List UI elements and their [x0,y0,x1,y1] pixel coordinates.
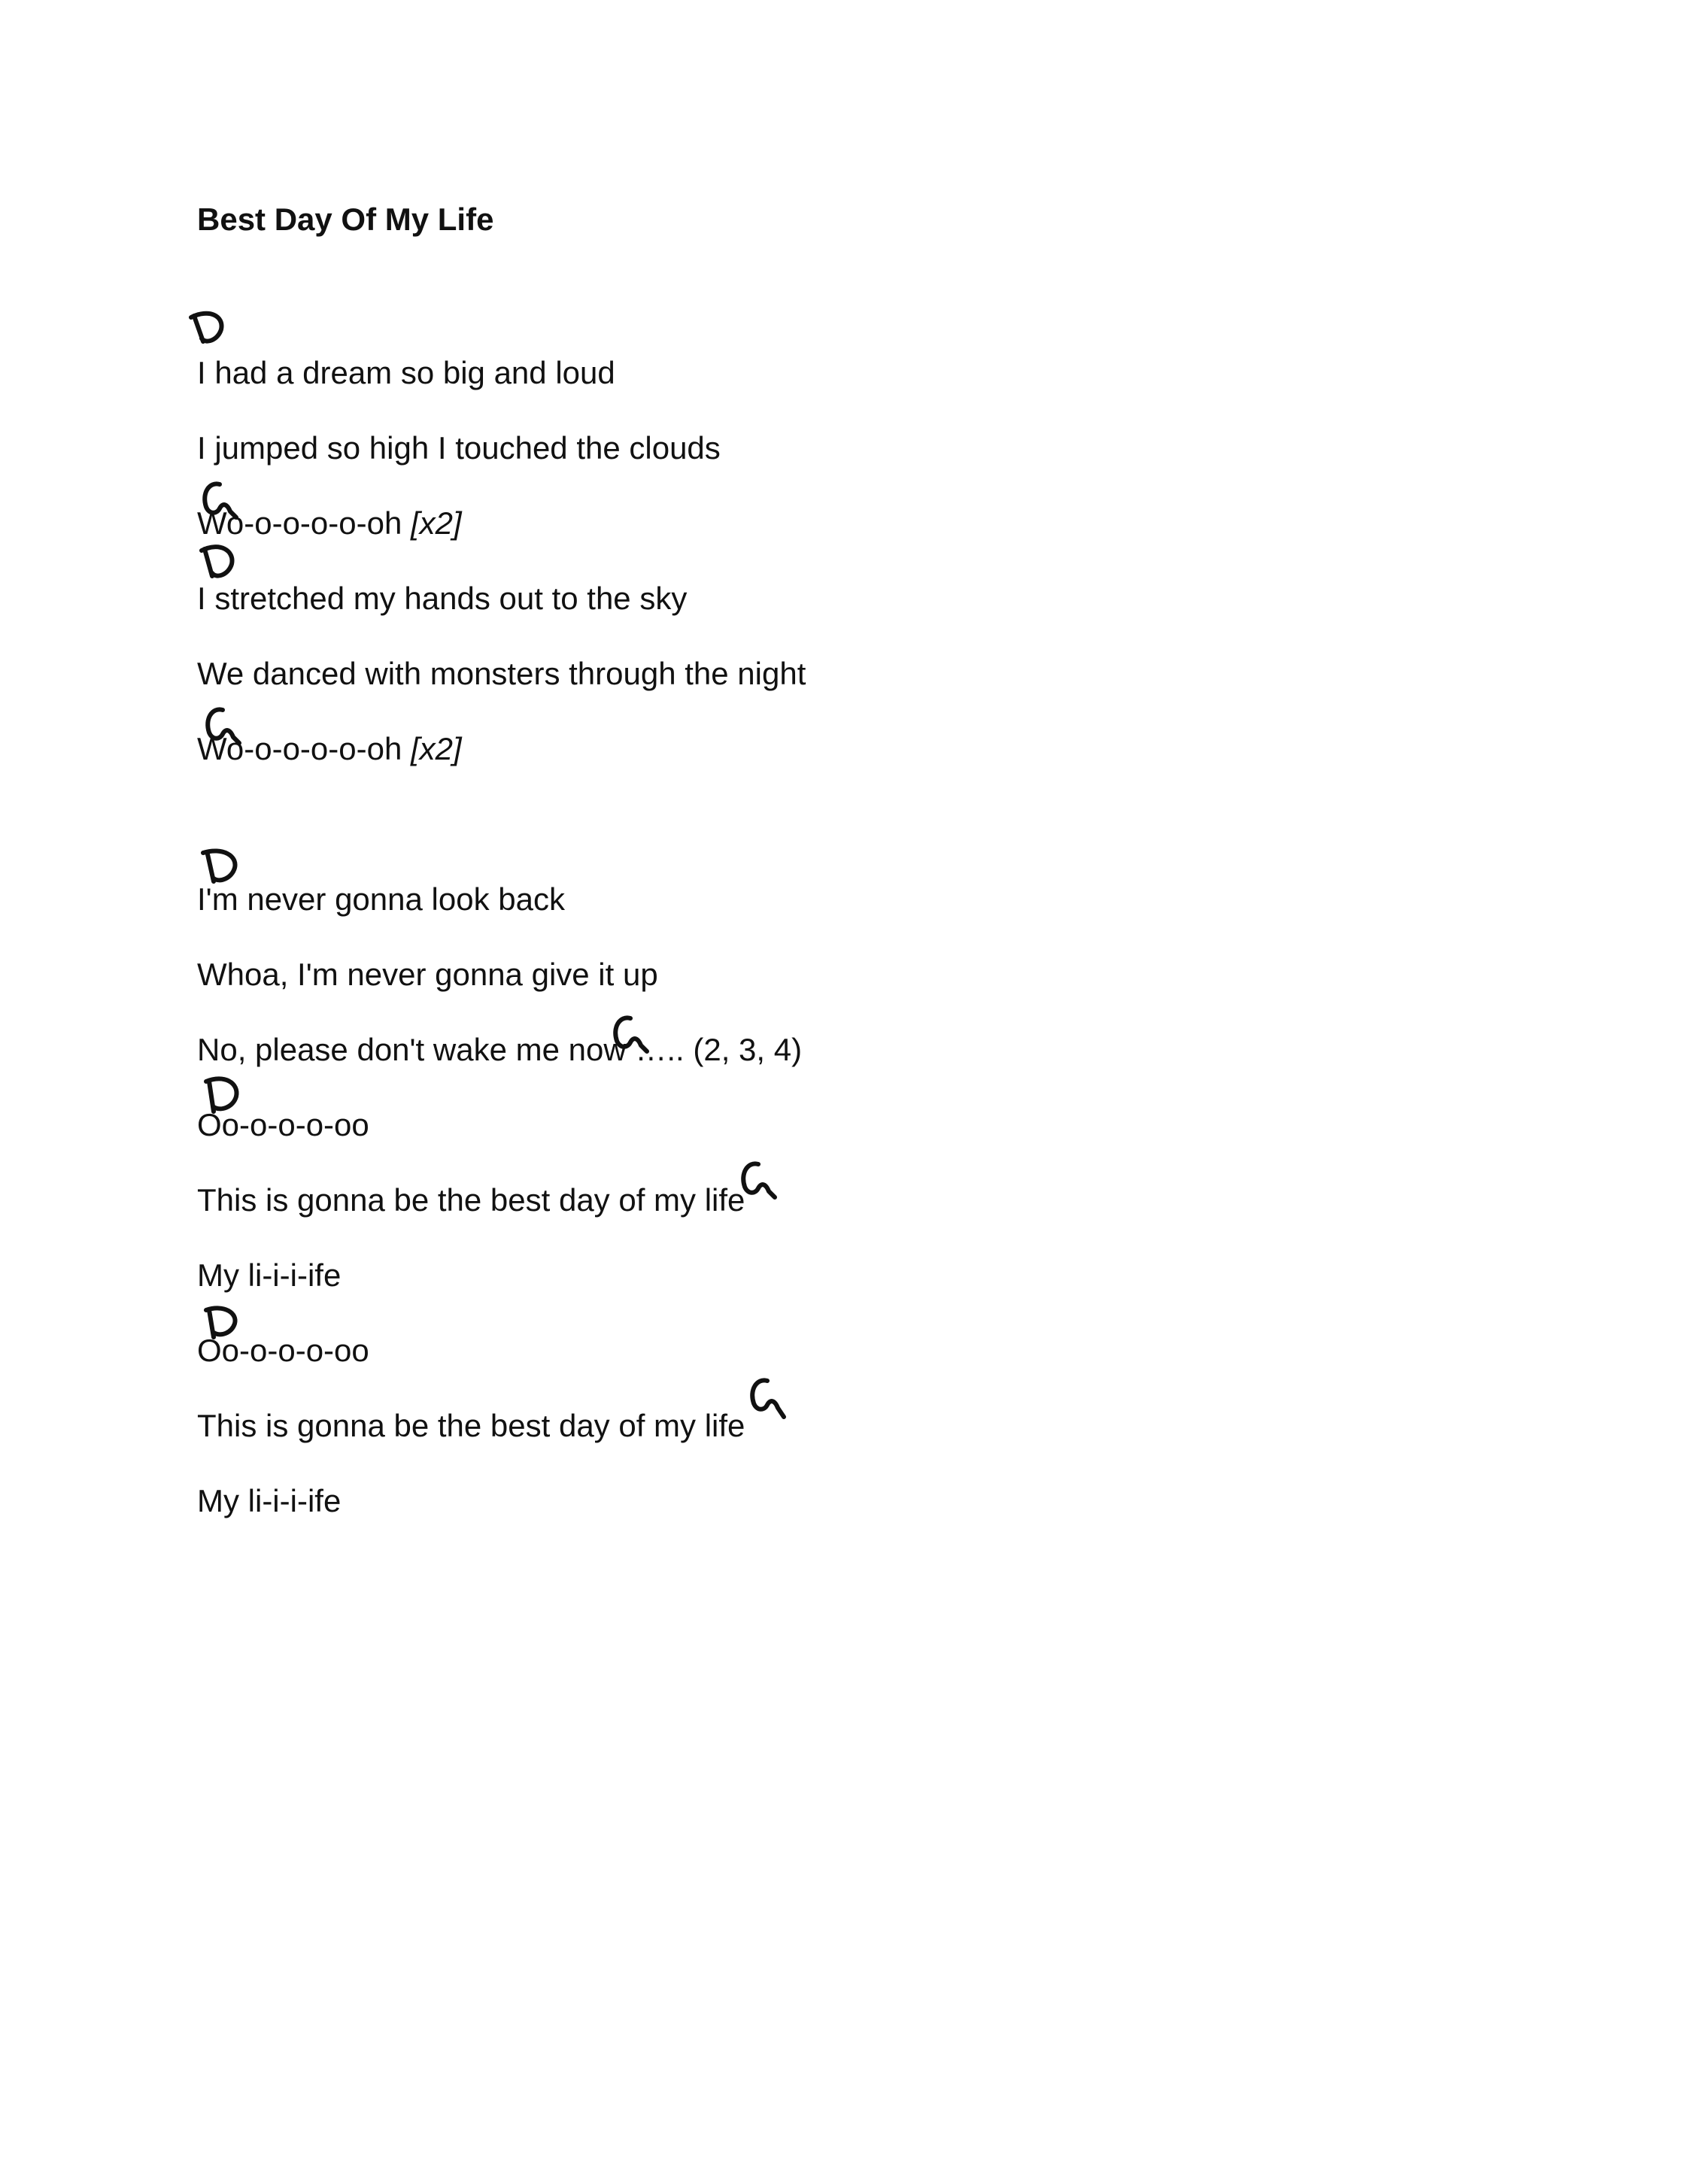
lyric-line: My li-i-i-ife [197,1483,342,1518]
handwritten-chord-d-icon [200,1301,248,1349]
handwritten-chord-d-icon [200,1072,248,1121]
lyric-line: We danced with monsters through the night [197,656,806,691]
lyric-line: I jumped so high I touched the clouds [197,430,721,466]
lyric-line: Oo-o-o-o-oo [197,1107,369,1142]
repeat-marker: [x2] [411,731,462,766]
handwritten-chord-g-icon [736,1157,784,1205]
repeat-marker: [x2] [411,505,462,541]
lyric-line: No, please don't wake me now ….. (2, 3, 4) [197,1032,803,1067]
lyric-line: I had a dream so big and loud [197,355,615,390]
handwritten-chord-g-icon [197,477,245,525]
lyric-line: Wo-o-o-o-o-oh [x2] [197,731,462,766]
lyric-line: Whoa, I'm never gonna give it up [197,957,658,992]
handwritten-chord-d-icon [199,845,247,893]
handwritten-chord-g-icon [200,702,248,751]
handwritten-chord-g-icon [608,1011,656,1059]
lyric-line: My li-i-i-ife [197,1257,342,1293]
handwritten-chord-d-icon [197,540,245,588]
song-title: Best Day Of My Life [197,202,494,237]
lyric-line: This is gonna be the best day of my life [197,1408,745,1443]
lyric-line: I stretched my hands out to the sky [197,581,688,616]
lyric-line: I'm never gonna look back [197,881,565,917]
lyric-line: Oo-o-o-o-oo [197,1333,369,1368]
handwritten-chord-d-icon [187,307,235,355]
lyric-line: This is gonna be the best day of my life [197,1182,745,1218]
lyric-line: Wo-o-o-o-o-oh [x2] [197,505,462,541]
handwritten-chord-g-icon [745,1373,793,1421]
